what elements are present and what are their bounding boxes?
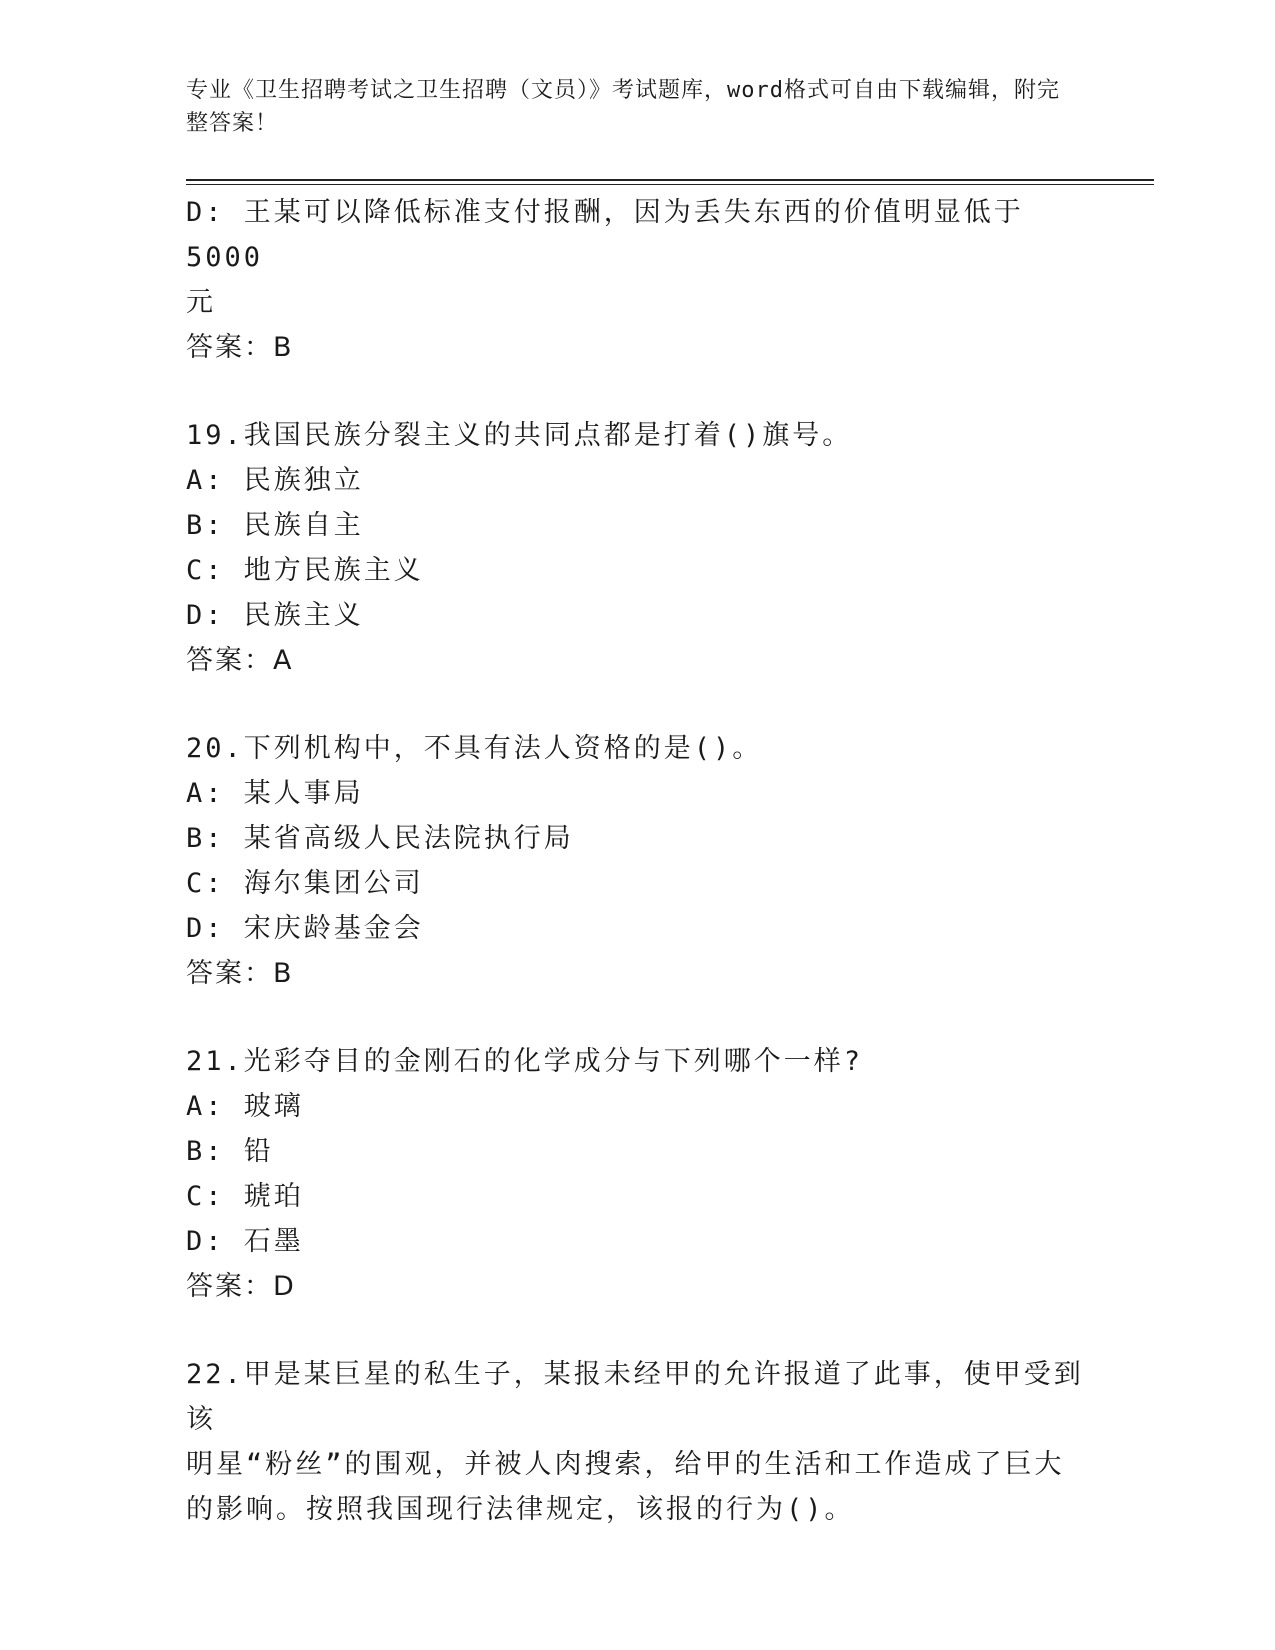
answer: 答案：A bbox=[186, 645, 294, 676]
header-divider-thin bbox=[186, 184, 1154, 185]
question-22 bbox=[186, 1352, 1086, 1532]
option-c: C: 地方民族主义 bbox=[186, 555, 424, 586]
document-header: 专业《卫生招聘考试之卫生招聘（文员）》考试题库，word格式可自由下载编辑，附完整答案！ bbox=[186, 78, 1060, 136]
question-text: 20.下列机构中，不具有法人资格的是()。 bbox=[186, 733, 763, 764]
option-d: D: 石墨 bbox=[186, 1226, 304, 1257]
option-a: A: 某人事局 bbox=[186, 778, 364, 809]
option-d-continued: 元 bbox=[186, 287, 216, 318]
option-b: B: 铅 bbox=[186, 1136, 274, 1167]
question-content bbox=[186, 190, 1086, 1532]
question-21 bbox=[186, 1039, 1086, 1310]
question-text-line-3: 的影响。按照我国现行法律规定，该报的行为()。 bbox=[186, 1494, 855, 1525]
option-d: D: 宋庆龄基金会 bbox=[186, 913, 424, 944]
question-text-line-1: 22.甲是某巨星的私生子，某报未经甲的允许报道了此事，使甲受到该 bbox=[186, 1359, 1084, 1435]
question-text: 19.我国民族分裂主义的共同点都是打着()旗号。 bbox=[186, 420, 853, 451]
option-b: B: 某省高级人民法院执行局 bbox=[186, 823, 574, 854]
question-18-tail bbox=[186, 190, 1086, 371]
question-text-line-2: 明星“粉丝”的围观，并被人肉搜索，给甲的生活和工作造成了巨大 bbox=[186, 1449, 1065, 1480]
answer: 答案：D bbox=[186, 1271, 296, 1302]
option-d: D: 民族主义 bbox=[186, 600, 364, 631]
option-a: A: 玻璃 bbox=[186, 1091, 304, 1122]
option-d: D: 王某可以降低标准支付报酬，因为丢失东西的价值明显低于5000 bbox=[186, 197, 1024, 273]
answer: 答案：B bbox=[186, 332, 294, 363]
option-a: A: 民族独立 bbox=[186, 465, 364, 496]
answer: 答案：B bbox=[186, 958, 294, 989]
header-divider bbox=[186, 179, 1154, 181]
question-19 bbox=[186, 413, 1086, 684]
question-text: 21.光彩夺目的金刚石的化学成分与下列哪个一样? bbox=[186, 1046, 864, 1077]
option-c: C: 海尔集团公司 bbox=[186, 868, 424, 899]
question-20 bbox=[186, 726, 1086, 997]
option-b: B: 民族自主 bbox=[186, 510, 364, 541]
option-c: C: 琥珀 bbox=[186, 1181, 304, 1212]
